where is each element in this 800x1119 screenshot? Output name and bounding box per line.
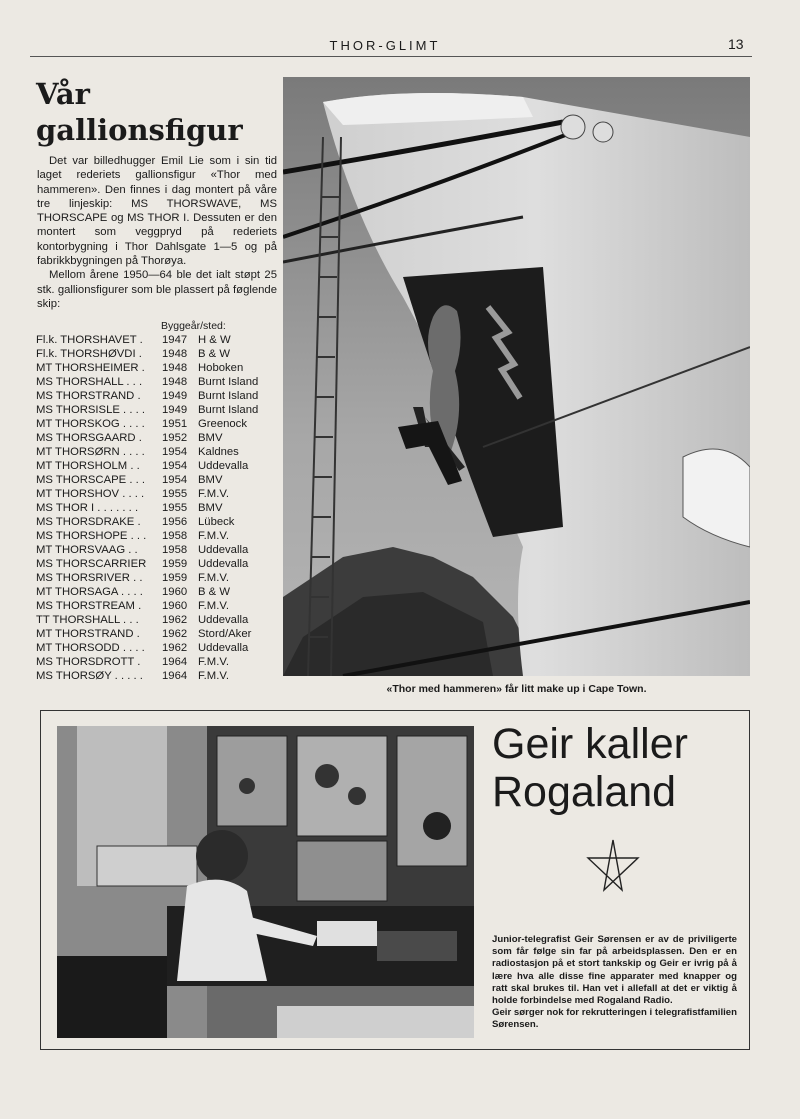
- ship-year: 1955: [162, 502, 188, 514]
- table-row: [36, 656, 286, 670]
- body-paragraph: Det var billedhugger Emil Lie som i sin tid laget rederiets gallionsfigur «Thor med hammeren». Den finnes i dag montert på våre tre linjeskip: MS THORSWAVE, MS THORSCAPE og MS THOR I. Dessuten er den montert som veggpryd på rederiets kontorbygning i Thor Dahlsgate 1—5 og på fabrikkbygningen på Thorøya.: [37, 155, 277, 268]
- ship-place: BMV: [198, 502, 223, 514]
- ship-place: F.M.V.: [198, 488, 229, 500]
- table-row: [36, 376, 286, 390]
- body-paragraph: Mellom årene 1950—64 ble det ialt støpt 25 stk. gallionsfigurer som ble plassert på føglende skip:: [37, 269, 277, 310]
- table-row: [36, 670, 286, 684]
- article-body: [37, 154, 277, 311]
- table-row: [36, 642, 286, 656]
- ship-name: MS THORSCARRIER: [36, 558, 147, 570]
- ship-name: MS THORSRIVER . .: [36, 572, 143, 584]
- header-rule: [30, 56, 752, 57]
- table-row: [36, 600, 286, 614]
- ship-year: 1958: [162, 544, 188, 556]
- headline-line-2: gallionsfigur: [36, 113, 243, 147]
- ship-place: H & W: [198, 334, 231, 346]
- ship-year: 1962: [162, 642, 188, 654]
- ship-name: MS THORSDROTT .: [36, 656, 141, 668]
- radio-room-photo: [57, 726, 474, 1038]
- ship-year: 1954: [162, 474, 188, 486]
- star-icon: [584, 836, 642, 899]
- headline-line-2: Rogaland: [492, 768, 677, 816]
- ship-year: 1958: [162, 530, 188, 542]
- ship-year: 1947: [162, 334, 188, 346]
- table-row: [36, 614, 286, 628]
- ship-year: 1959: [162, 558, 188, 570]
- table-row: [36, 474, 286, 488]
- ship-name: MS THORSISLE . . . .: [36, 404, 146, 416]
- table-row: [36, 418, 286, 432]
- ship-name: MS THOR I . . . . . . .: [36, 502, 139, 514]
- table-row: [36, 334, 286, 348]
- ship-name: MT THORSHOV . . . .: [36, 488, 145, 500]
- headline-line-1: Geir kaller: [492, 720, 688, 768]
- ship-name: TT THORSHALL . . .: [36, 614, 139, 626]
- ship-name: MS THORSDRAKE .: [36, 516, 141, 528]
- table-row: [36, 460, 286, 474]
- ship-place: F.M.V.: [198, 530, 229, 542]
- ship-name: MS THORSGAARD .: [36, 432, 142, 444]
- body-paragraph: Geir sørger nok for rekrutteringen i telegrafistfamilien Sørensen.: [492, 1007, 737, 1031]
- ship-year: 1962: [162, 628, 188, 640]
- ship-name: Fl.k. THORSHAVET .: [36, 334, 143, 346]
- ship-place: Greenock: [198, 418, 247, 430]
- ship-name: MS THORSHOPE . . .: [36, 530, 147, 542]
- running-title: THOR-GLIMT: [329, 38, 441, 53]
- ship-place: BMV: [198, 474, 223, 486]
- ship-name: MT THORSKOG . . . .: [36, 418, 145, 430]
- ship-place: Hoboken: [198, 362, 244, 374]
- ship-year: 1959: [162, 572, 188, 584]
- ship-name: MS THORSCAPE . . .: [36, 474, 146, 486]
- ship-place: F.M.V.: [198, 670, 229, 682]
- table-row: [36, 362, 286, 376]
- ship-name: MS THORSTREAM .: [36, 600, 142, 612]
- ship-place: Uddevalla: [198, 558, 249, 570]
- ship-place: Uddevalla: [198, 614, 249, 626]
- article-body: [492, 934, 737, 1032]
- ship-year: 1954: [162, 460, 188, 472]
- table-row: [36, 530, 286, 544]
- ship-place: Burnt Island: [198, 404, 259, 416]
- ship-name: MT THORSTRAND .: [36, 628, 140, 640]
- ship-year: 1960: [162, 586, 188, 598]
- ship-year: 1964: [162, 656, 188, 668]
- table-row: [36, 432, 286, 446]
- ship-place: Lübeck: [198, 516, 235, 528]
- table-row: [36, 572, 286, 586]
- ship-place: Burnt Island: [198, 376, 259, 388]
- ship-name: MT THORSHOLM . .: [36, 460, 140, 472]
- ship-year: 1951: [162, 418, 188, 430]
- table-row: [36, 404, 286, 418]
- table-header: Byggeår/sted:: [161, 320, 226, 332]
- ship-place: B & W: [198, 348, 231, 360]
- ship-place: Uddevalla: [198, 544, 249, 556]
- ship-year: 1948: [162, 348, 188, 360]
- ship-year: 1960: [162, 600, 188, 612]
- ship-year: 1962: [162, 614, 188, 626]
- table-row: [36, 516, 286, 530]
- table-row: [36, 446, 286, 460]
- ship-name: MT THORSØRN . . . .: [36, 446, 145, 458]
- table-row: [36, 558, 286, 572]
- article-headline: [36, 76, 276, 148]
- ship-place: Kaldnes: [198, 446, 239, 458]
- ship-year: 1952: [162, 432, 188, 444]
- ship-bow-photo: [283, 77, 750, 676]
- table-row: [36, 488, 286, 502]
- ship-year: 1949: [162, 390, 188, 402]
- ship-name: MT THORSAGA . . . .: [36, 586, 143, 598]
- ship-place: Stord/Aker: [198, 628, 252, 640]
- ship-year: 1964: [162, 670, 188, 682]
- ship-year: 1955: [162, 488, 188, 500]
- ship-place: Burnt Island: [198, 390, 259, 402]
- photo-caption: «Thor med hammeren» får litt make up i Cape Town.: [386, 683, 647, 695]
- table-row: [36, 544, 286, 558]
- ship-name: MT THORSVAAG . .: [36, 544, 138, 556]
- ship-place: BMV: [198, 432, 223, 444]
- ship-year: 1949: [162, 404, 188, 416]
- ship-name: Fl.k. THORSHØVDI .: [36, 348, 142, 360]
- table-row: [36, 390, 286, 404]
- ship-year: 1948: [162, 362, 188, 374]
- ship-place: Uddevalla: [198, 460, 249, 472]
- ship-place: F.M.V.: [198, 600, 229, 612]
- ship-name: MS THORSØY . . . . .: [36, 670, 143, 682]
- ship-name: MT THORSHEIMER .: [36, 362, 145, 374]
- article-headline: [492, 720, 747, 816]
- table-row: [36, 348, 286, 362]
- table-row: [36, 502, 286, 516]
- headline-line-1: Vår: [36, 77, 90, 111]
- ship-name: MS THORSHALL . . .: [36, 376, 143, 388]
- ship-year: 1956: [162, 516, 188, 528]
- table-row: [36, 586, 286, 600]
- ship-name: MT THORSODD . . . .: [36, 642, 145, 654]
- ship-place: Uddevalla: [198, 642, 249, 654]
- page-number: 13: [728, 36, 744, 52]
- ship-year: 1948: [162, 376, 188, 388]
- body-paragraph: Junior-telegrafist Geir Sørensen er av de priviligerte som får følge sin far på arbeidsplassen. Den er en radiostasjon på et stort tankskip og Geir er ivrig på å lære hva alle disse fine apparater med knapper og ratt skal brukes til. Han vet i allefall at det er viktig å holde forbindelse med Rogaland Radio.: [492, 934, 737, 1007]
- ship-year: 1954: [162, 446, 188, 458]
- ship-place: F.M.V.: [198, 572, 229, 584]
- ship-place: F.M.V.: [198, 656, 229, 668]
- ship-name: MS THORSTRAND .: [36, 390, 141, 402]
- table-row: [36, 628, 286, 642]
- ship-place: B & W: [198, 586, 231, 598]
